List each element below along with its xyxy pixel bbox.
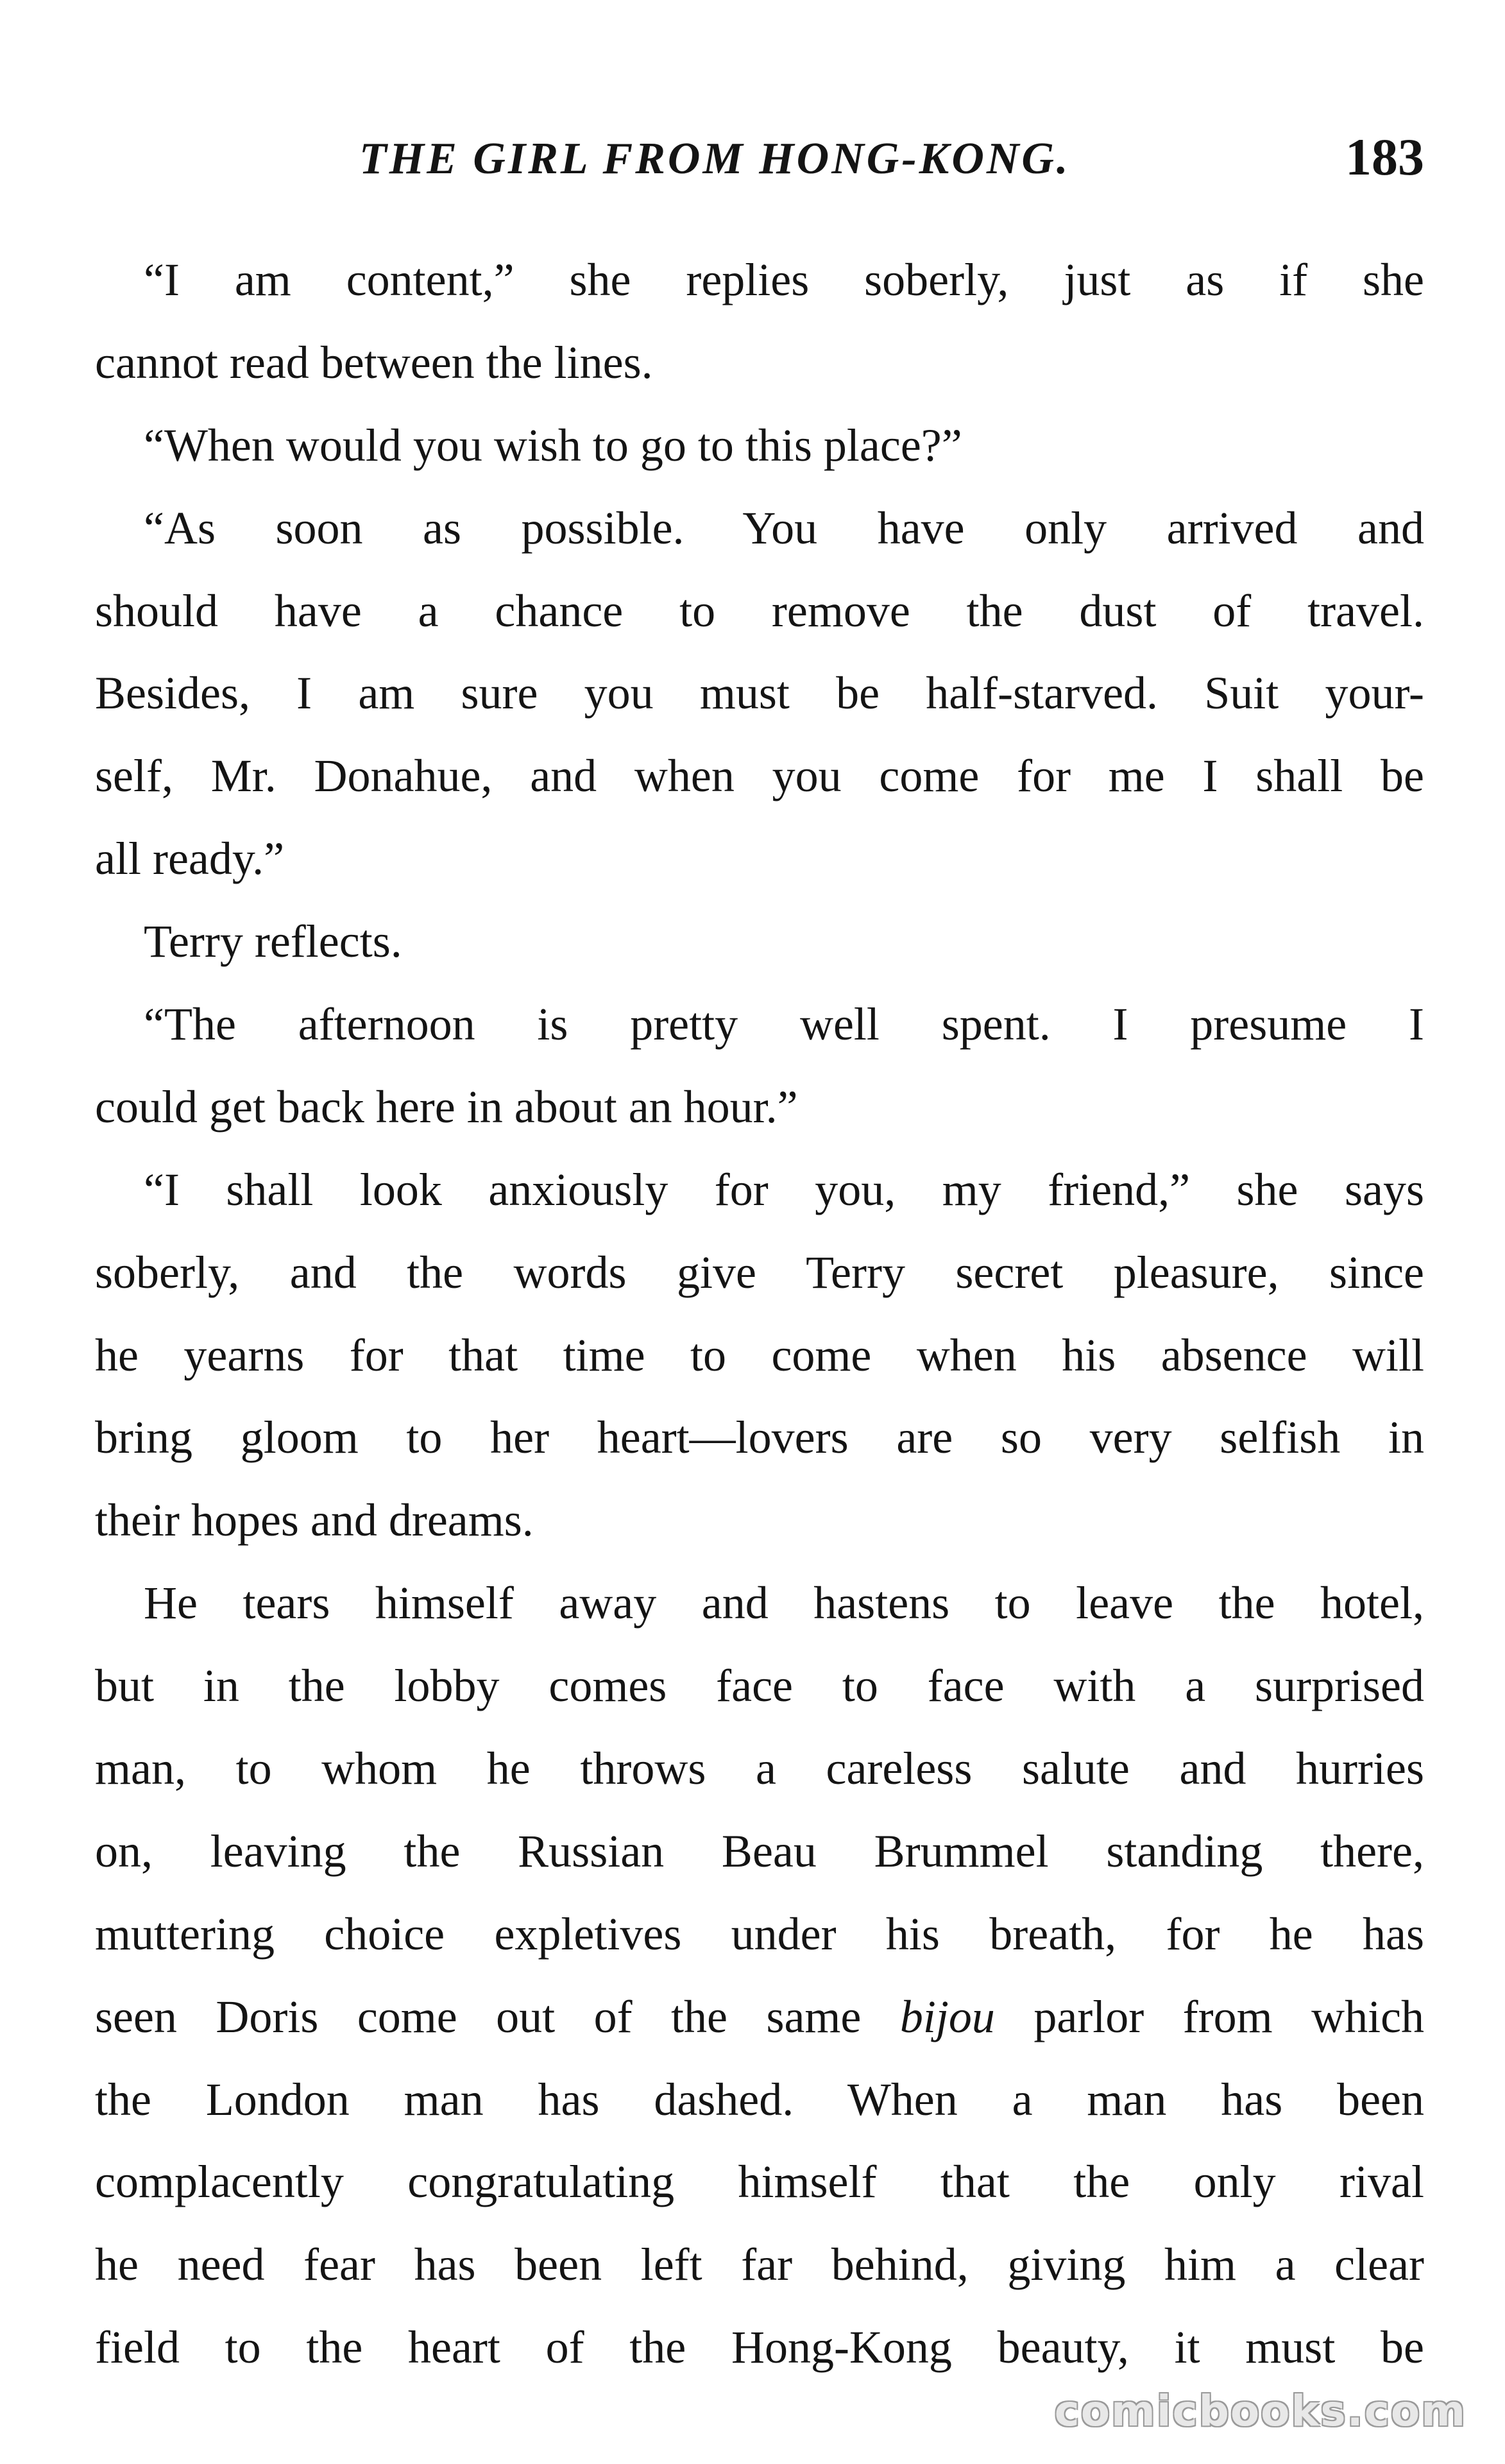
text-line: field to the heart of the Hong-Kong beauty, it must be bbox=[95, 2322, 1424, 2374]
text-line-mixed bbox=[95, 1976, 1424, 2058]
running-head bbox=[359, 127, 1424, 198]
text-line: bring gloom to her heart—lovers are so very selfish in bbox=[95, 1412, 1424, 1464]
text-line: should have a chance to remove the dust of travel. bbox=[95, 585, 1424, 637]
text-line: He tears himself away and hastens to leave the hotel, bbox=[144, 1577, 1424, 1629]
running-title: THE GIRL FROM HONG-KONG. bbox=[359, 134, 1071, 184]
text-line: all ready.” bbox=[95, 833, 285, 885]
text-line: on, leaving the Russian Beau Brummel standing there, bbox=[95, 1825, 1424, 1877]
text-line: Besides, I am sure you must be half-starved. Suit your- bbox=[95, 667, 1424, 719]
text-line: he need fear has been left far behind, giving him a clear bbox=[95, 2239, 1424, 2291]
text-line: complacently congratulating himself that the only rival bbox=[95, 2156, 1424, 2208]
text-line: he yearns for that time to come when his absence will bbox=[95, 1329, 1424, 1381]
text-line: Terry reflects. bbox=[144, 916, 402, 968]
text-line: “When would you wish to go to this place?” bbox=[144, 419, 962, 471]
text-line: could get back here in about an hour.” bbox=[95, 1081, 798, 1133]
text-segment: seen Doris come out of the same bbox=[95, 1990, 862, 2042]
text-line: the London man has dashed. When a man has been bbox=[95, 2073, 1424, 2125]
text-line: man, to whom he throws a careless salute and hurries bbox=[95, 1743, 1424, 1795]
text-line: “I am content,” she replies soberly, just as if she bbox=[144, 254, 1424, 305]
text-line: soberly, and the words give Terry secret pleasure, since bbox=[95, 1246, 1424, 1298]
text-line: “I shall look anxiously for you, my friend,” she says bbox=[144, 1163, 1424, 1215]
text-line: their hopes and dreams. bbox=[95, 1494, 534, 1546]
text-line: but in the lobby comes face to face with a surprised bbox=[95, 1660, 1424, 1712]
page-number: 183 bbox=[1345, 128, 1424, 186]
text-line: self, Mr. Donahue, and when you come for me I shall be bbox=[95, 750, 1424, 802]
text-line: “As soon as possible. You have only arrived and bbox=[144, 502, 1424, 554]
text-segment: parlor from which bbox=[1033, 1990, 1425, 2042]
watermark-logo: comicbooks.com bbox=[1054, 2386, 1467, 2436]
text-line: cannot read between the lines. bbox=[95, 336, 653, 388]
text-line: muttering choice expletives under his breath, for he has bbox=[95, 1908, 1424, 1960]
body-text bbox=[95, 239, 1424, 2389]
text-line: “The afternoon is pretty well spent. I presume I bbox=[144, 998, 1424, 1050]
italic-word: bijou bbox=[899, 1990, 995, 2042]
